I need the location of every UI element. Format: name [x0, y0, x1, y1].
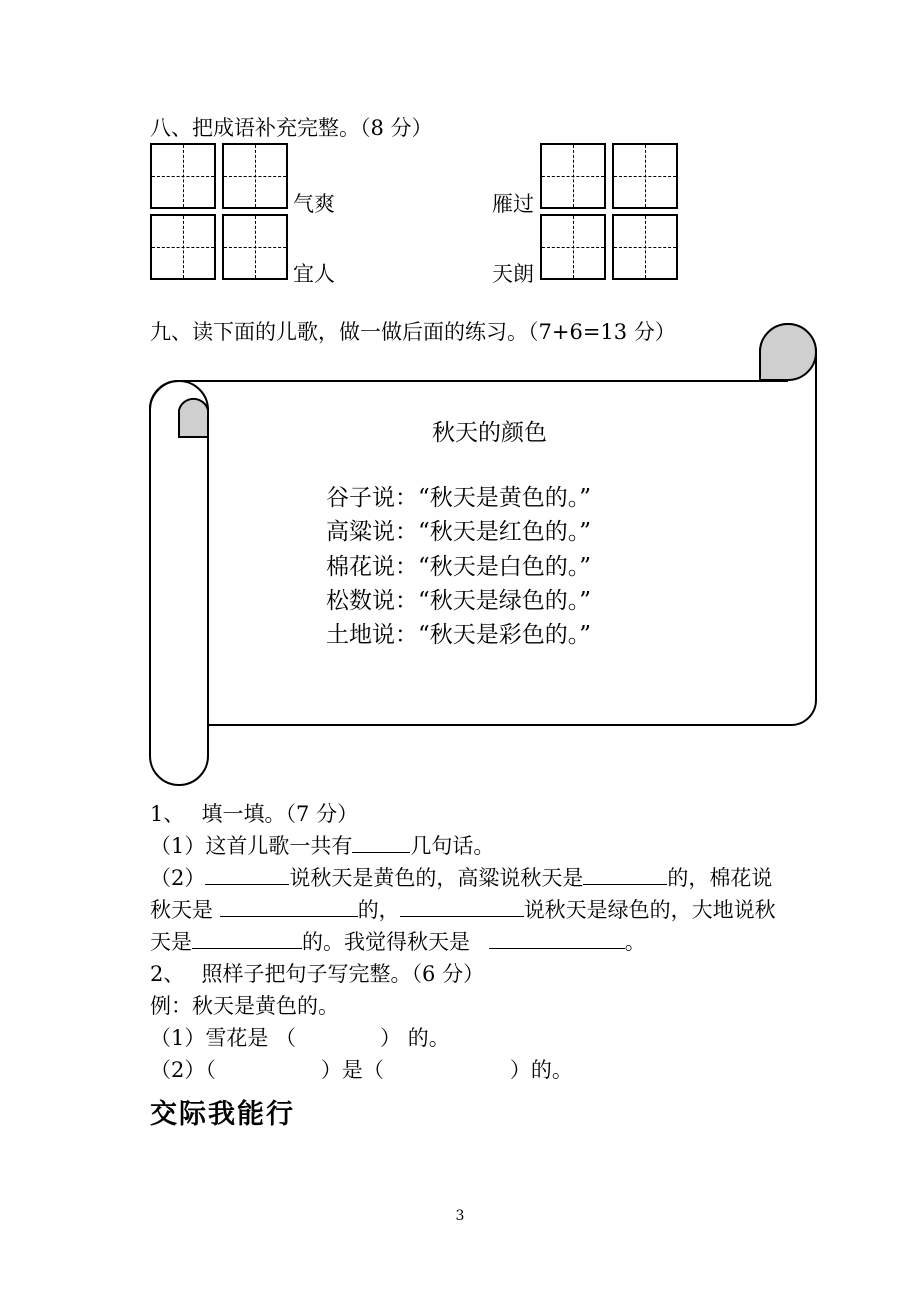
question-1-title: 1、 填一填。（7 分） [150, 802, 359, 826]
poem-line: 谷子说：“秋天是黄色的。” [326, 485, 592, 511]
section-10-heading: 交际我能行 [150, 1099, 295, 1130]
scroll-curl-shade [760, 324, 816, 380]
q1-p2-text: 说秋天是绿色的，大地说秋 [523, 898, 776, 922]
question-1-part-1 [150, 832, 494, 860]
section-9-title: 九、读下面的儿歌，做一做后面的练习。（7+6=13 分） [150, 320, 676, 344]
poem-line: 松数说：“秋天是绿色的。” [326, 588, 592, 614]
question-2-sentence-1[interactable]: （1）雪花是 （ ） 的。 [150, 1026, 450, 1050]
blank-line[interactable] [400, 896, 524, 917]
q1-p2-text: 秋天是 [150, 898, 220, 922]
poem-line: 土地说：“秋天是彩色的。” [326, 622, 592, 648]
idiom-suffix-1: 气爽 [293, 192, 335, 216]
q1-p2-text: 天是 [150, 930, 192, 954]
q1-p1-text-b: 几句话。 [410, 834, 495, 858]
q1-p2-text: 的， [357, 898, 400, 922]
question-2-example: 例：秋天是黄色的。 [150, 994, 339, 1018]
q1-p1-text-a: （1）这首儿歌一共有 [150, 834, 353, 858]
section-8-title: 八、把成语补充完整。（8 分） [150, 116, 433, 140]
q1-p2-text: 。 [624, 930, 646, 954]
poem-line: 棉花说：“秋天是白色的。” [326, 554, 592, 580]
poem-line: 高粱说：“秋天是红色的。” [326, 519, 592, 545]
blank-line[interactable] [583, 864, 667, 885]
question-2-sentence-2[interactable]: （2）（ ）是（ ）的。 [150, 1058, 573, 1082]
scroll-curl-shade [179, 399, 208, 437]
question-1-part-2-line-3 [150, 928, 646, 956]
idiom-prefix-2: 天朗 [492, 262, 534, 286]
q1-p2-text: 的。我觉得秋天是 [302, 930, 477, 954]
question-1-part-2-line-1 [150, 864, 772, 892]
q1-p2-text: 说秋天是黄色的，高粱说秋天是 [289, 866, 584, 890]
blank-line[interactable] [205, 864, 289, 885]
blank-line[interactable] [220, 896, 358, 917]
blank-line[interactable] [489, 928, 625, 949]
blank-line[interactable] [192, 928, 302, 949]
idiom-suffix-2: 宜人 [293, 262, 335, 286]
question-1-part-2-line-2 [150, 896, 776, 924]
q1-p2-text: 的，棉花说 [667, 866, 773, 890]
poem-title: 秋天的颜色 [432, 420, 547, 446]
blank-line[interactable] [352, 832, 410, 853]
idiom-prefix-1: 雁过 [492, 192, 534, 216]
question-2-title: 2、 照样子把句子写完整。（6 分） [150, 962, 485, 986]
q1-p2-text: （2） [150, 866, 206, 890]
page-number: 3 [455, 1208, 465, 1224]
